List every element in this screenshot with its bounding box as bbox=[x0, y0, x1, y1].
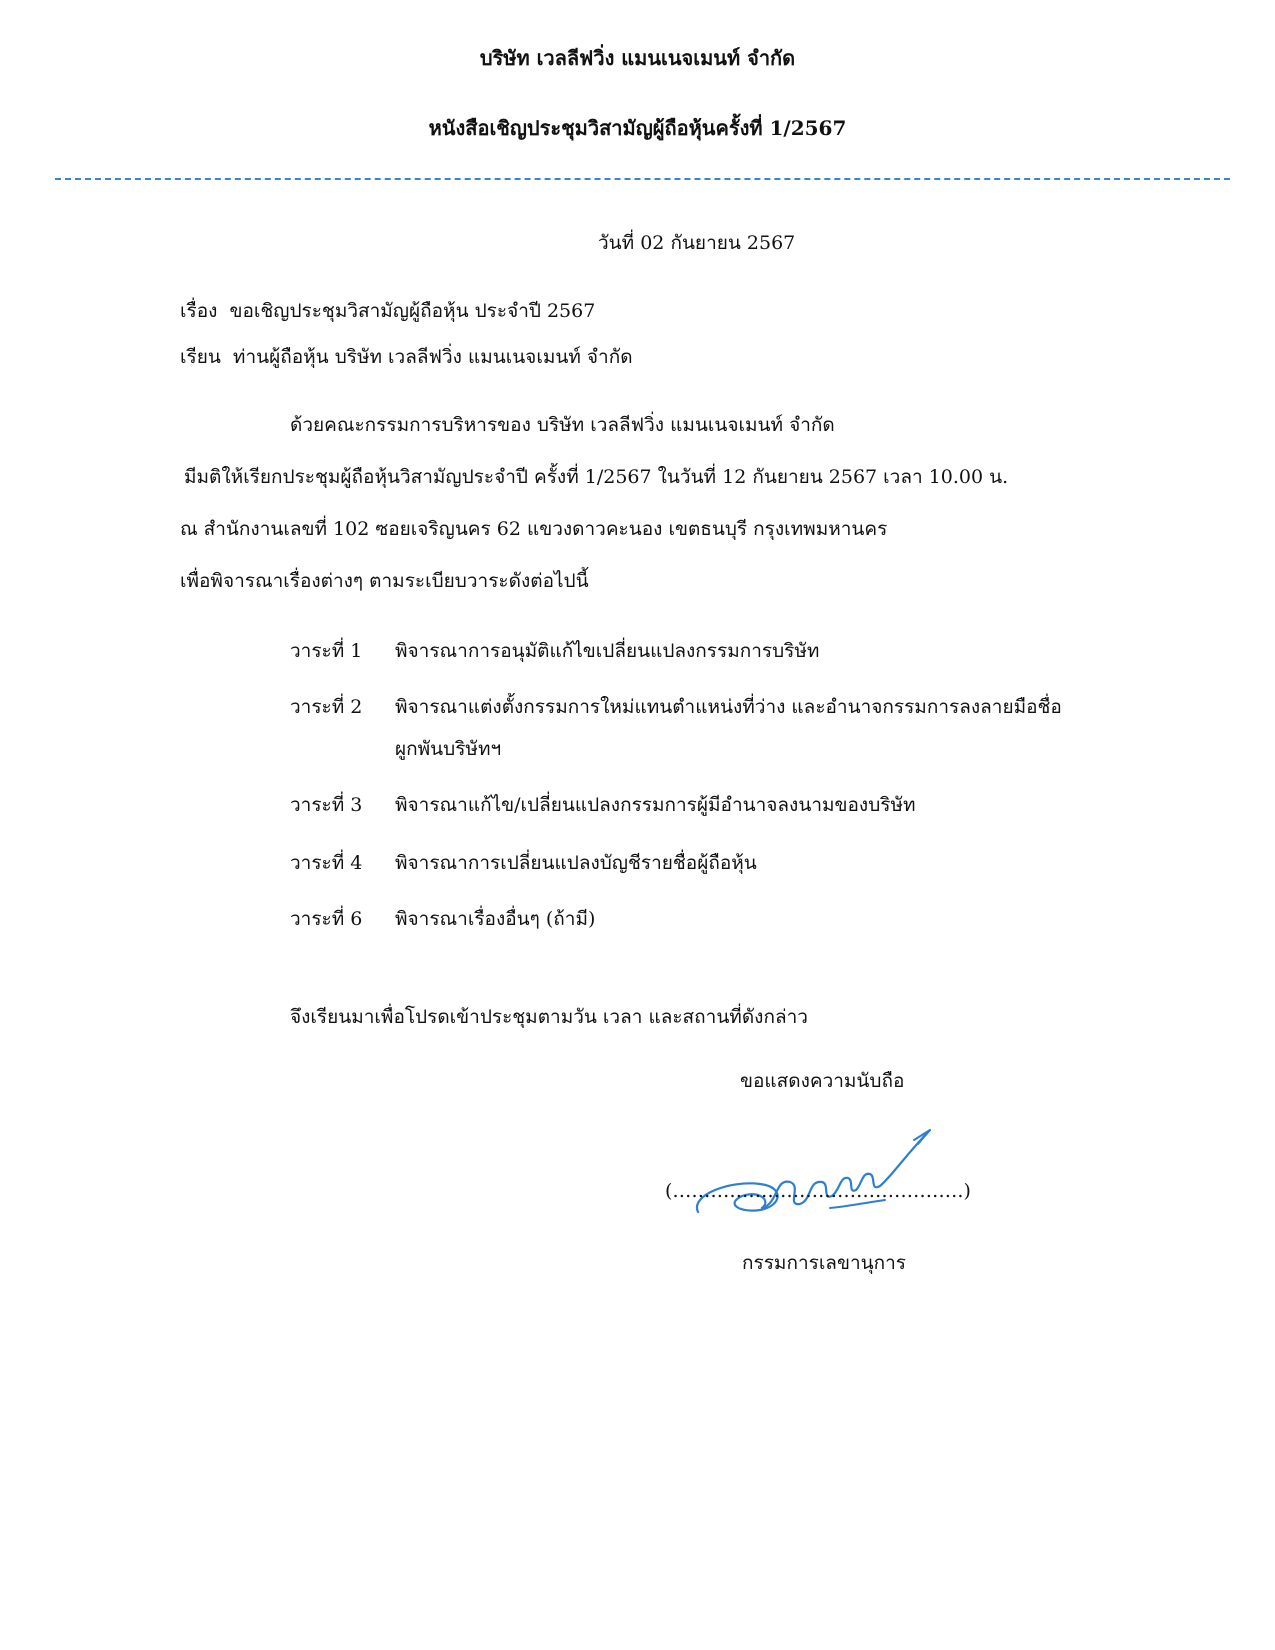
subject-text: ขอเชิญประชุมวิสามัญผู้ถือหุ้น ประจำปี 2567 bbox=[229, 300, 596, 322]
signature-line: (……………………………………….) bbox=[665, 1180, 971, 1202]
body-paragraph-line-2: มีมติให้เรียกประชุมผู้ถือหุ้นวิสามัญประจำปี ครั้งที่ 1/2567 ในวันที่ 12 กันยายน 2567 เวลา 10.00 น. bbox=[184, 466, 1009, 488]
recipient-label: เรียน bbox=[180, 346, 221, 368]
agenda-item-2-text-continued: ผูกพันบริษัทฯ bbox=[395, 738, 502, 760]
agenda-item-4-text: พิจารณาการเปลี่ยนแปลงบัญชีรายชื่อผู้ถือหุ้น bbox=[395, 852, 757, 874]
agenda-item-2-label: วาระที่ 2 bbox=[290, 696, 363, 718]
agenda-item-1-text: พิจารณาการอนุมัติแก้ไขเปลี่ยนแปลงกรรมการบริษัท bbox=[395, 640, 820, 662]
subject-label: เรื่อง bbox=[180, 300, 218, 322]
agenda-item-2-text: พิจารณาแต่งตั้งกรรมการใหม่แทนตำแหน่งที่ว่าง และอำนาจกรรมการลงลายมือชื่อ bbox=[395, 696, 1062, 718]
handwritten-signature bbox=[690, 1120, 950, 1230]
signer-title: กรรมการเลขานุการ bbox=[742, 1252, 906, 1274]
agenda-item-5-text: พิจารณาเรื่องอื่นๆ (ถ้ามี) bbox=[395, 908, 596, 930]
company-name: บริษัท เวลลีฟวิ่ง แมนเนจเมนท์ จำกัด bbox=[479, 46, 796, 70]
recipient-text: ท่านผู้ถือหุ้น บริษัท เวลลีฟวิ่ง แมนเนจเมนท์ จำกัด bbox=[232, 346, 633, 368]
document-title: หนังสือเชิญประชุมวิสามัญผู้ถือหุ้นครั้งที่ 1/2567 bbox=[428, 116, 847, 140]
agenda-item-5-label: วาระที่ 6 bbox=[290, 908, 363, 930]
agenda-item-1-label: วาระที่ 1 bbox=[290, 640, 363, 662]
body-paragraph-line-3: ณ สำนักงานเลขที่ 102 ซอยเจริญนคร 62 แขวงดาวคะนอง เขตธนบุรี กรุงเทพมหานคร bbox=[180, 518, 888, 540]
body-paragraph-line-1: ด้วยคณะกรรมการบริหารของ บริษัท เวลลีฟวิ่ง แมนเนจเมนท์ จำกัด bbox=[290, 414, 835, 436]
subject-line bbox=[180, 296, 595, 326]
agenda-item-4-label: วาระที่ 4 bbox=[290, 852, 363, 874]
closing-sentence: จึงเรียนมาเพื่อโปรดเข้าประชุมตามวัน เวลา และสถานที่ดังกล่าว bbox=[290, 1006, 808, 1028]
agenda-item-3-label: วาระที่ 3 bbox=[290, 794, 363, 816]
regards-text: ขอแสดงความนับถือ bbox=[740, 1070, 905, 1092]
agenda-item-3-text: พิจารณาแก้ไข/เปลี่ยนแปลงกรรมการผู้มีอำนาจลงนามของบริษัท bbox=[395, 794, 916, 816]
body-paragraph-line-4: เพื่อพิจารณาเรื่องต่างๆ ตามระเบียบวาระดังต่อไปนี้ bbox=[180, 570, 589, 592]
header-divider bbox=[55, 178, 1230, 180]
document-date: วันที่ 02 กันยายน 2567 bbox=[598, 232, 796, 254]
recipient-line bbox=[180, 342, 633, 372]
